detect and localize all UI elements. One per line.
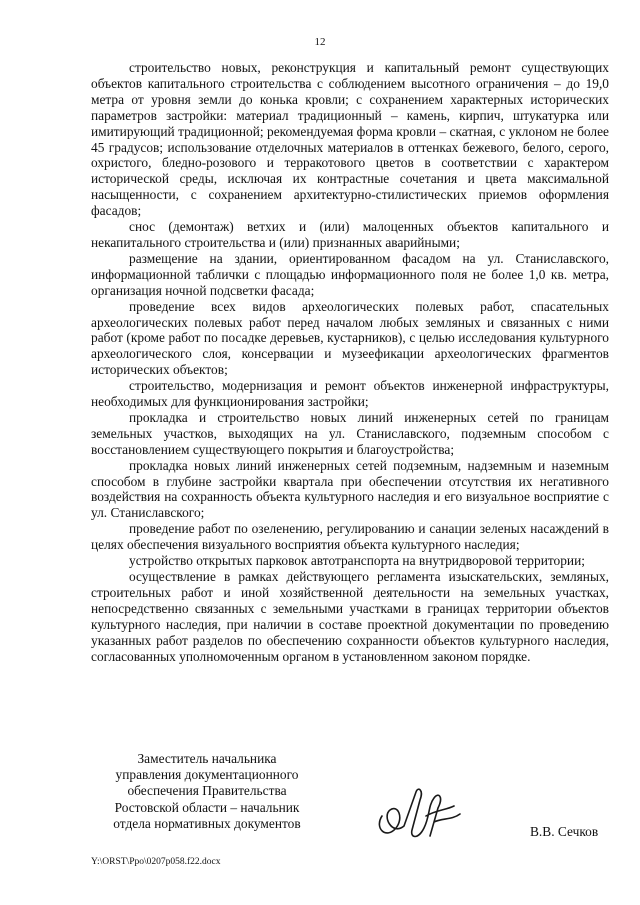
signer-title-line: отдела нормативных документов	[113, 815, 301, 831]
paragraph: прокладка и строительство новых линий инженерных сетей по границам земельных участков, выходящих на ул. Станиславского, подземным способом с восстановлением существующего покрытия и благоустройства;	[91, 409, 609, 457]
paragraph: строительство новых, реконструкция и капитальный ремонт существующих объектов капитального строительства с соблюдением высотного ограничения – до 19,0 метра от уровня земли до конька кровли; с сохранением характерных исторических параметров застройки: материал традиционный – камень, кирпич, штукатурка или имитирующий традиционной; рекомендуемая форма кровли – скатная, с уклоном не более 45 градусов; использование отделочных материалов в оттенках бежевого, белого, серого, охристого, бледно-розового и терракотового цветов в соответствии с характером исторической среды, исключая их контрастные сочетания и цвета максимальной насыщенности, с сохранением архитектурно-стилистических приемов оформления фасадов;	[91, 60, 609, 219]
paragraph: проведение всех видов археологических полевых работ, спасательных археологических полевых работ перед началом любых земляных и связанных с ними работ (кроме работ по посадке деревьев, кустарников), с целью исследования культурного археологического слоя, консервации и музеефикации археологических фрагментов исторических объектов;	[91, 298, 609, 378]
paragraph: строительство, модернизация и ремонт объектов инженерной инфраструктуры, необходимых для функционирования застройки;	[91, 378, 609, 410]
paragraph: осуществление в рамках действующего регламента изыскательских, земляных, строительных работ и иной хозяйственной деятельности на земельных участках, непосредственно связанных с земельными участками в границах территории объектов культурного наследия, при наличии в составе проектной документации по проведению указанных работ разделов по обеспечению сохранности объектов культурного наследия, согласованных уполномоченным органом в установленном законом порядке.	[91, 569, 609, 664]
signer-title-line: обеспечения Правительства	[127, 783, 287, 799]
file-path: Y:\ORST\Ppo\0207p058.f22.docx	[91, 857, 221, 867]
paragraph: устройство открытых парковок автотранспорта на внутридворовой территории;	[129, 553, 585, 569]
paragraph: снос (демонтаж) ветхих и (или) малоценных объектов капитального и некапитального строительства и (или) признанных аварийными;	[91, 219, 609, 250]
paragraph: прокладка новых линий инженерных сетей подземным, надземным и наземным способом в глубине застройки квартала при обеспечении отсутствия их негативного воздействия на сохранность объекта культурного наследия и его визуальное восприятие с ул. Станиславского;	[91, 457, 609, 521]
paragraph: размещение на здании, ориентированном фасадом на ул. Станиславского, информационной таблички с площадью информационного поля не более 1,0 кв. метра, организация ночной подсветки фасада;	[91, 250, 609, 298]
document-body	[91, 60, 609, 664]
signer-name: В.В. Сечков	[530, 824, 599, 839]
signer-title-line: Ростовской области – начальник	[114, 799, 300, 815]
paragraph: проведение работ по озеленению, регулированию и санации зеленых насаждений в целях обеспечения визуального восприятия объекта культурного наследия;	[91, 521, 609, 553]
page-number: 12	[314, 36, 326, 48]
signer-title-line: управления документационного	[115, 767, 299, 783]
signer-title	[91, 751, 323, 832]
signer-title-line: Заместитель начальника	[137, 751, 277, 766]
handwritten-signature	[372, 776, 472, 846]
